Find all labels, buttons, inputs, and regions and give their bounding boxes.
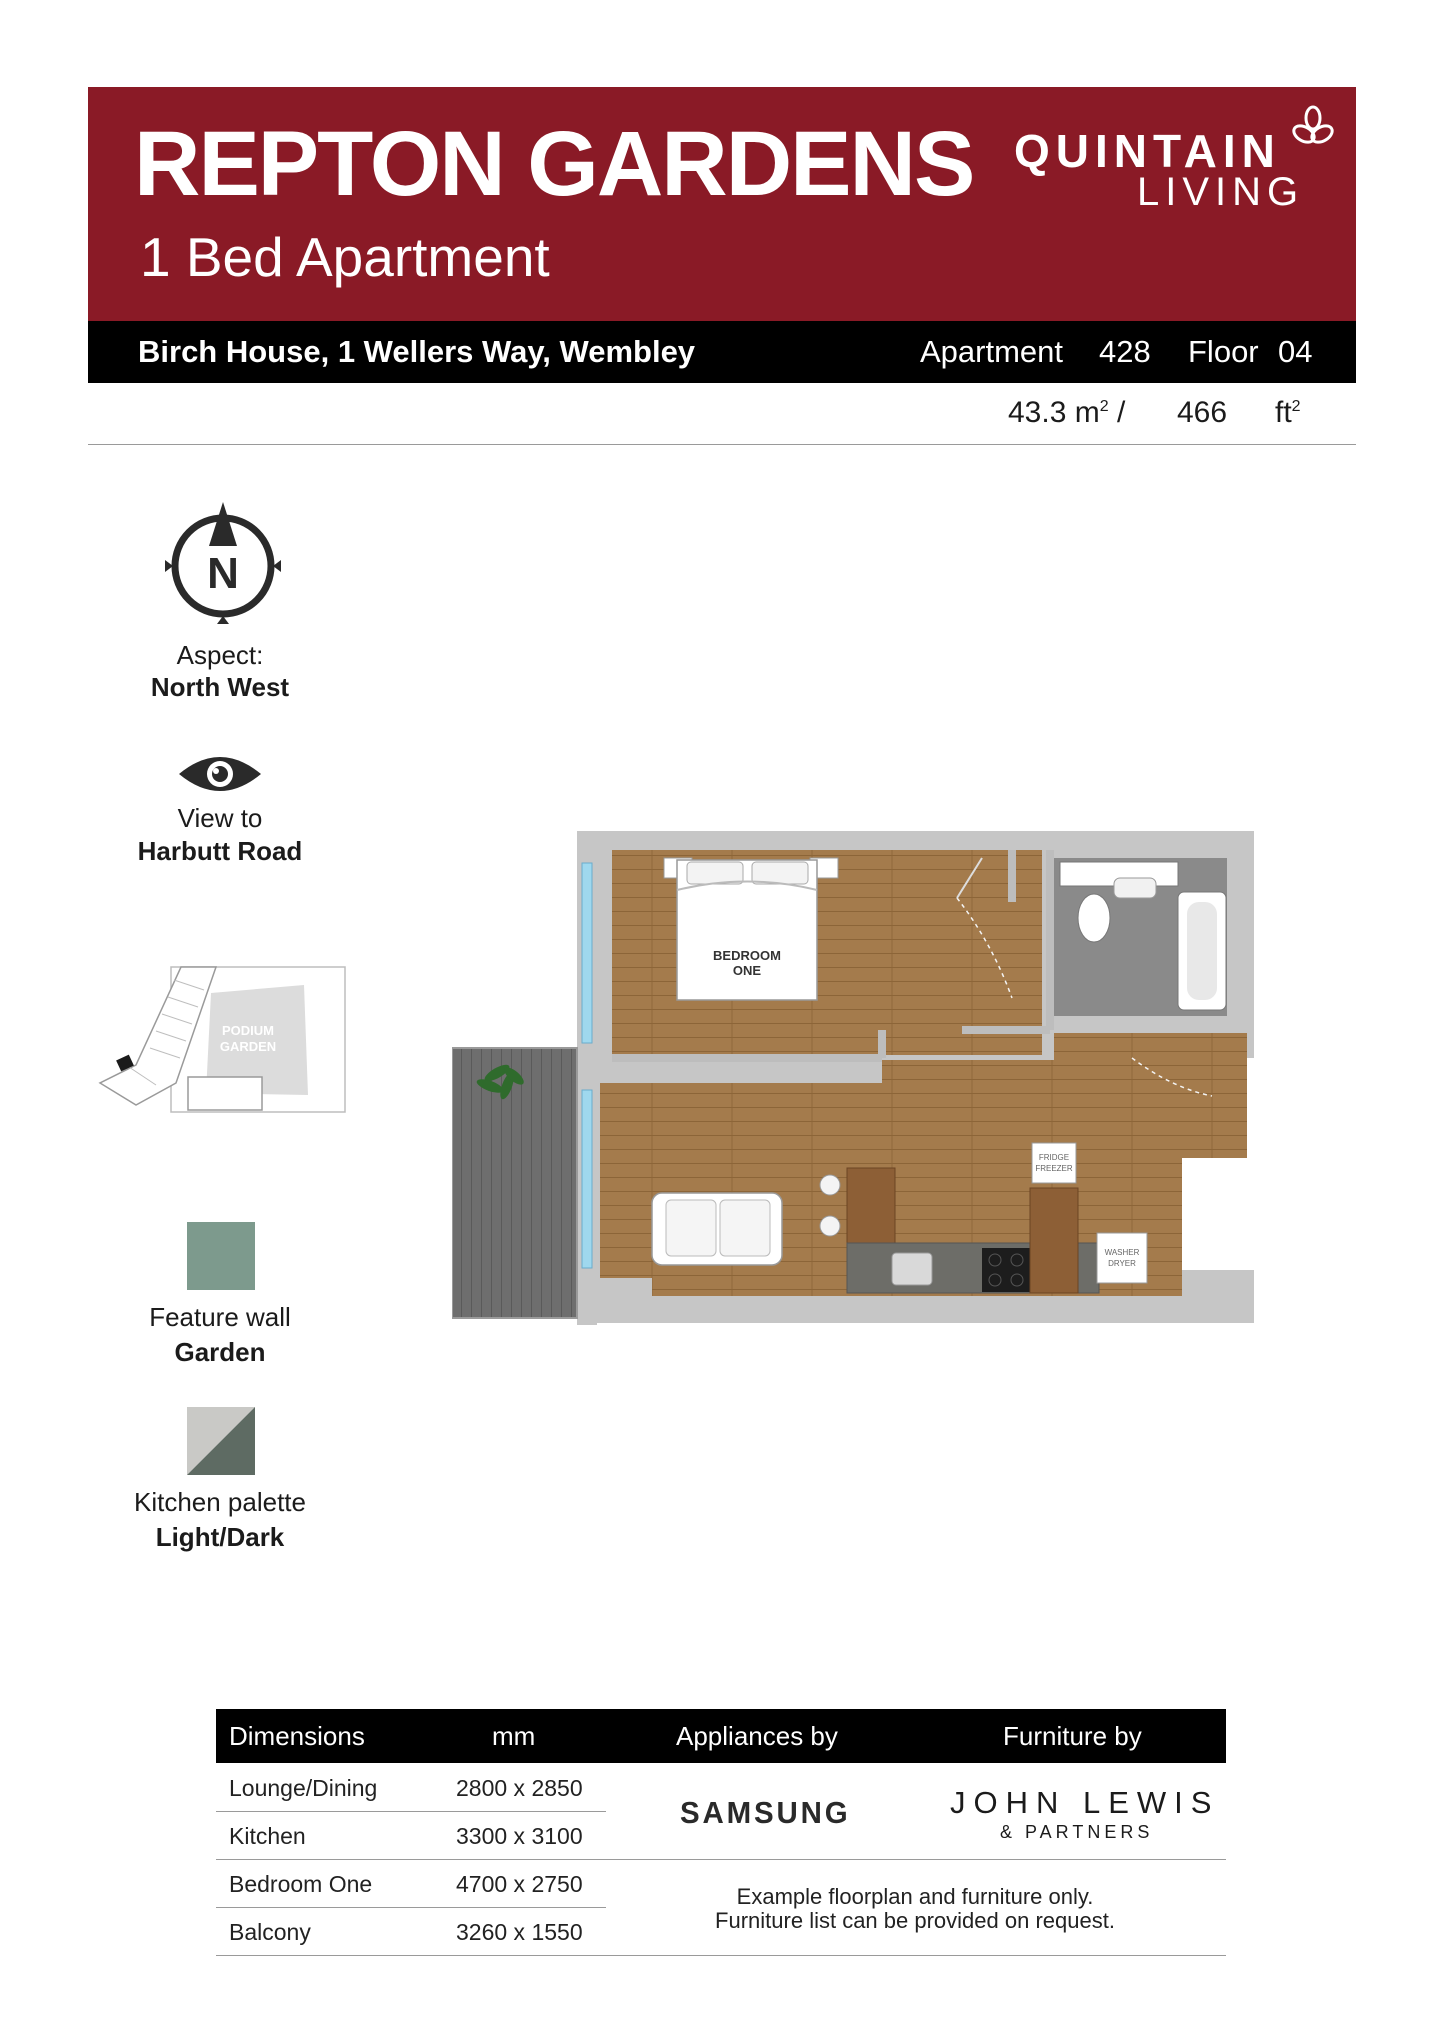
area-ft2-value: 466 (1177, 396, 1228, 429)
page-subtitle: 1 Bed Apartment (140, 226, 550, 288)
table-row-size: 2800 x 2850 (456, 1775, 583, 1801)
table-row-room: Bedroom One (229, 1871, 373, 1897)
header-divider (88, 444, 1356, 445)
floorplan (452, 828, 1257, 1325)
table-row-size: 3260 x 1550 (456, 1919, 583, 1945)
samsung-logo: SAMSUNG (680, 1795, 851, 1830)
kitchen-palette-value: Light/Dark (155, 1522, 285, 1552)
table-row-room: Balcony (229, 1919, 311, 1945)
view-label: View to (177, 803, 263, 833)
john-lewis-logo: JOHN LEWIS (950, 1785, 1220, 1820)
aspect-label: Aspect: (176, 640, 264, 670)
compass-letter: N (207, 549, 239, 598)
floorplan-washer-label-1: WASHER (1104, 1248, 1140, 1257)
page-title: REPTON GARDENS (134, 113, 974, 215)
area-separator: / (1116, 396, 1126, 429)
table-bottom-divider (216, 1955, 1226, 1956)
row-divider (216, 1811, 606, 1812)
table-row-room: Kitchen (229, 1823, 306, 1849)
site-plan-label-2: GARDEN (219, 1039, 277, 1054)
site-plan-map (96, 965, 348, 1115)
address-text: Birch House, 1 Wellers Way, Wembley (138, 334, 696, 369)
footnote-line-2: Furniture list can be provided on request. (715, 1908, 1115, 1933)
area-m2 (1008, 398, 1125, 428)
table-row-size: 4700 x 2750 (456, 1871, 583, 1897)
feature-wall-swatch (187, 1222, 255, 1290)
feature-wall-value: Garden (174, 1337, 266, 1367)
header-appliances: Appliances by (676, 1721, 838, 1751)
floorplan-bedroom-label-1: BEDROOM (713, 948, 781, 963)
brand-logo-subtext: LIVING (1137, 170, 1305, 214)
floorplan-bedroom-label-2: ONE (732, 963, 762, 978)
table-row-room: Lounge/Dining (229, 1775, 378, 1801)
area-ft2-sup: 2 (1291, 398, 1301, 415)
eye-icon (177, 752, 263, 796)
feature-wall-label: Feature wall (149, 1302, 291, 1332)
brand-trefoil-icon (1290, 104, 1336, 150)
header-furniture: Furniture by (1003, 1721, 1142, 1751)
table-row-size: 3300 x 3100 (456, 1823, 583, 1849)
brand-logo-text: QUINTAIN (1014, 125, 1281, 177)
floorplan-fridge-label-1: FRIDGE (1038, 1153, 1070, 1162)
site-plan-label-1: PODIUM (222, 1023, 274, 1038)
floorplan-fridge-label-2: FREEZER (1035, 1164, 1073, 1173)
compass-north-icon (165, 500, 281, 624)
kitchen-palette-swatch (187, 1407, 255, 1475)
floor-number: 04 (1278, 334, 1313, 369)
header-dimensions: Dimensions (229, 1721, 365, 1751)
footnote-line-1: Example floorplan and furniture only. (736, 1884, 1094, 1909)
header-mm: mm (492, 1721, 536, 1751)
area-m2-unit: m (1074, 396, 1100, 429)
area-ft2 (1275, 398, 1301, 428)
aspect-value: North West (150, 672, 290, 702)
kitchen-palette-label: Kitchen palette (133, 1487, 306, 1517)
area-m2-sup: 2 (1099, 398, 1109, 415)
row-divider (216, 1859, 1226, 1860)
floor-label: Floor (1188, 334, 1259, 369)
area-m2-value: 43.3 (1008, 396, 1067, 429)
apartment-label: Apartment (920, 334, 1064, 369)
area-ft2-unit: ft (1275, 396, 1292, 429)
row-divider (216, 1907, 606, 1908)
apartment-number: 428 (1099, 334, 1151, 369)
floorplan-washer-label-2: DRYER (1108, 1259, 1136, 1268)
view-value: Harbutt Road (137, 836, 303, 866)
john-lewis-logo-sub: & PARTNERS (1000, 1822, 1154, 1842)
